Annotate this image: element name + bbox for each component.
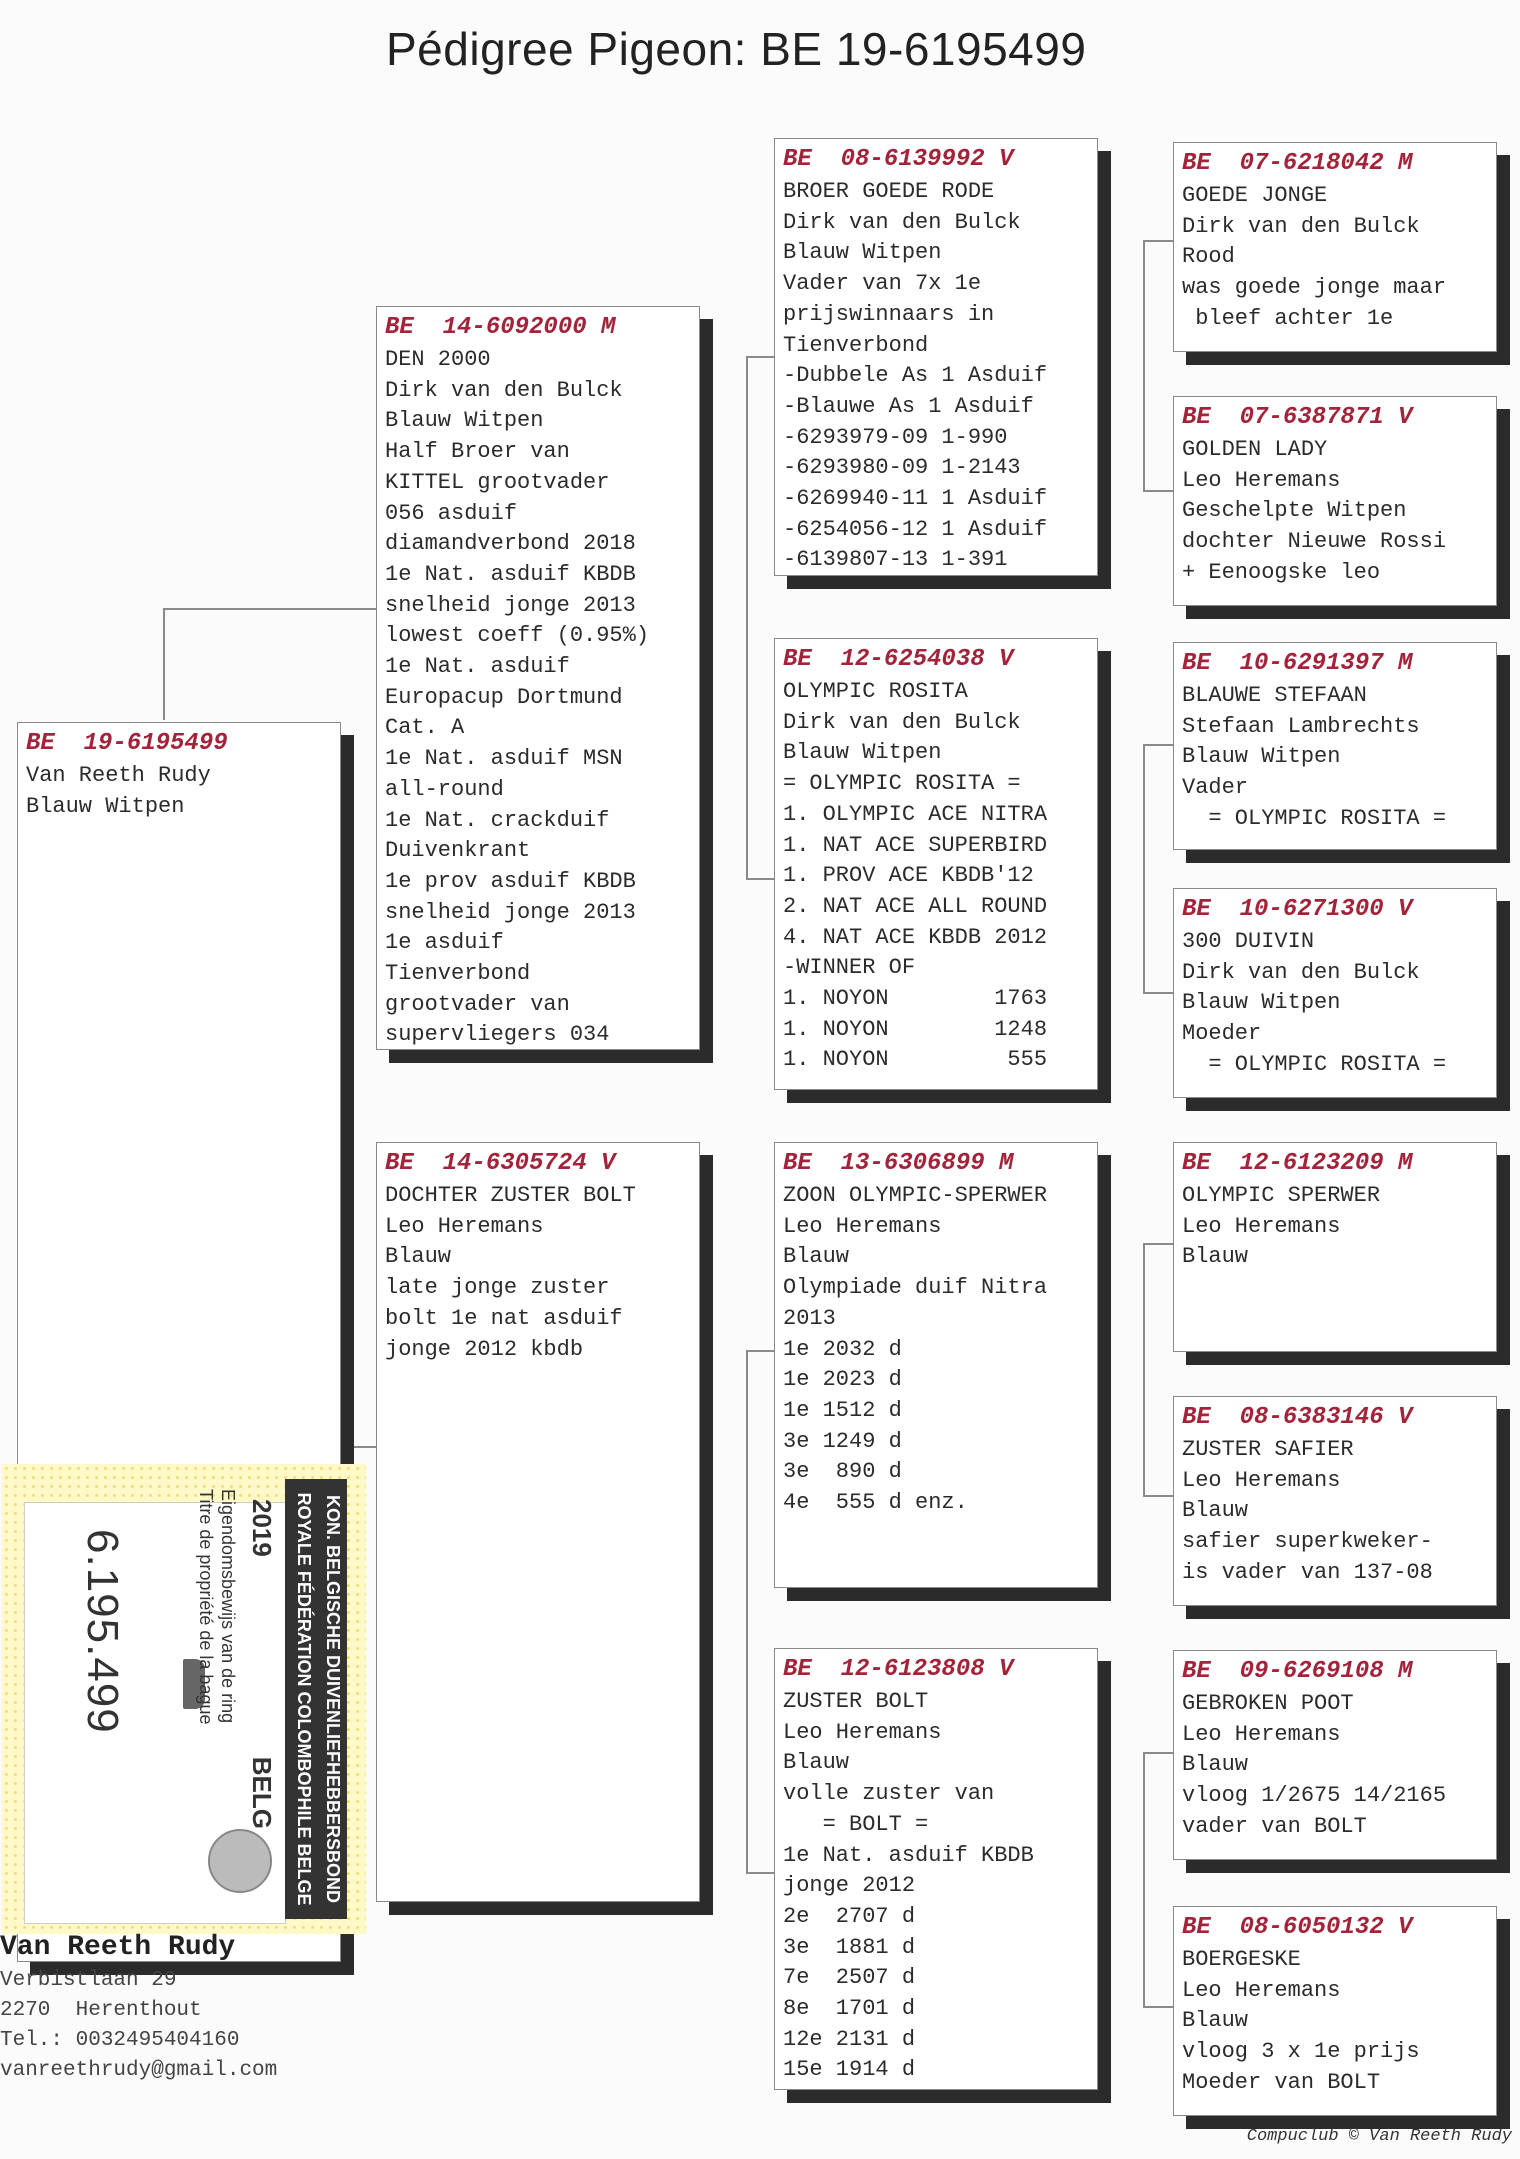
- card-line: 1e prov asduif KBDB: [385, 868, 636, 894]
- sdd-card: [1173, 888, 1497, 1098]
- ring-ownership-sticker: [2, 1464, 366, 1934]
- card-line: Vader van 7x 1e: [783, 271, 982, 297]
- card-line: 3e 890 d: [783, 1459, 902, 1485]
- card-line: Blauw Witpen: [783, 740, 942, 766]
- card-line: BLAUWE STEFAAN: [1182, 683, 1367, 708]
- connector-line: [746, 356, 774, 358]
- card-line: Dirk van den Bulck: [385, 377, 623, 403]
- card-line: safier superkweker-: [1182, 1529, 1433, 1555]
- card-line: grootvader van: [385, 991, 570, 1017]
- card-line: 12e 2131 d: [783, 2026, 916, 2052]
- card-line: Blauw: [783, 1244, 850, 1270]
- card-line: 3e 1249 d: [783, 1428, 902, 1454]
- card-line: 3e 1881 d: [783, 1934, 916, 1960]
- card-line: GOLDEN LADY: [1182, 437, 1328, 462]
- card-line: snelheid jonge 2013: [385, 592, 636, 618]
- ring-number: BE 08-6050132 V: [1182, 1914, 1413, 1941]
- card-line: = OLYMPIC ROSITA =: [783, 771, 1021, 797]
- card-line: 4. NAT ACE KBDB 2012: [783, 924, 1048, 950]
- card-line: = BOLT =: [783, 1811, 929, 1837]
- dam-dam-card: [774, 1648, 1098, 2090]
- owner-city: 2270 Herenthout: [0, 1999, 202, 2022]
- ring-number: BE 09-6269108 M: [1182, 1658, 1413, 1685]
- sticker-country: BELG: [247, 1756, 277, 1829]
- ring-number: BE 19-6195499: [26, 730, 228, 757]
- card-line: BOERGESKE: [1182, 1947, 1301, 1972]
- card-line: vloog 1/2675 14/2165: [1182, 1783, 1447, 1809]
- ring-number: BE 13-6306899 M: [783, 1150, 1014, 1177]
- card-line: Leo Heremans: [1182, 1467, 1341, 1493]
- connector-line: [1143, 744, 1145, 994]
- card-line: Cat. A: [385, 715, 465, 741]
- connector-line: [1143, 1495, 1173, 1497]
- card-line: OLYMPIC ROSITA: [783, 679, 968, 704]
- card-line: Blauw: [385, 1244, 452, 1270]
- card-line: ZUSTER BOLT: [783, 1689, 929, 1714]
- card-line: ZUSTER SAFIER: [1182, 1437, 1354, 1462]
- card-line: Blauw: [1182, 1498, 1249, 1524]
- card-line: 056 asduif: [385, 500, 518, 526]
- card-line: Blauw: [1182, 2008, 1249, 2034]
- sticker-year: 2019: [247, 1499, 277, 1557]
- card-line: Europacup Dortmund: [385, 684, 623, 710]
- card-line: bolt 1e nat asduif: [385, 1305, 623, 1331]
- card-line: jonge 2012: [783, 1873, 916, 1899]
- connector-line: [1143, 490, 1173, 492]
- card-line: Leo Heremans: [1182, 1721, 1341, 1747]
- dss-card: [1173, 1142, 1497, 1352]
- card-line: 1e 1512 d: [783, 1397, 902, 1423]
- ring-number: BE 14-6092000 M: [385, 314, 616, 341]
- card-line: 4e 555 d enz.: [783, 1490, 968, 1516]
- sire-card: [376, 306, 700, 1050]
- card-line: Blauw Witpen: [26, 793, 185, 819]
- card-line: bleef achter 1e: [1182, 305, 1394, 331]
- card-line: 1. PROV ACE KBDB'12: [783, 863, 1034, 889]
- connector-line: [746, 1872, 774, 1874]
- card-line: -6269940-11 1 Asduif: [783, 486, 1048, 512]
- card-line: 1e 2032 d: [783, 1336, 902, 1362]
- card-line: diamandverbond 2018: [385, 531, 636, 557]
- dsd-card: [1173, 1396, 1497, 1606]
- card-line: BROER GOEDE RODE: [783, 179, 995, 204]
- card-line: -Dubbele As 1 Asduif: [783, 363, 1048, 389]
- connector-line: [348, 1446, 376, 1448]
- owner-email[interactable]: vanreethrudy@gmail.com: [0, 2059, 278, 2082]
- card-line: all-round: [385, 776, 504, 802]
- connector-line: [746, 1350, 774, 1352]
- card-line: 1. NOYON 1763: [783, 986, 1048, 1012]
- ring-number: BE 08-6383146 V: [1182, 1404, 1413, 1431]
- card-line: -6254056-12 1 Asduif: [783, 516, 1048, 542]
- connector-line: [1143, 1752, 1173, 1754]
- ring-number: BE 07-6387871 V: [1182, 404, 1413, 431]
- card-line: Leo Heremans: [385, 1213, 544, 1239]
- card-line: 1e Nat. asduif KBDB: [385, 561, 636, 587]
- card-line: Olympiade duif Nitra: [783, 1275, 1048, 1301]
- card-line: Leo Heremans: [783, 1213, 942, 1239]
- connector-line: [348, 1446, 350, 1466]
- ring-number: BE 12-6254038 V: [783, 646, 1014, 673]
- card-line: 1e Nat. asduif MSN: [385, 746, 623, 772]
- card-line: Dirk van den Bulck: [1182, 213, 1420, 239]
- card-line: vloog 3 x 1e prijs: [1182, 2039, 1420, 2065]
- card-line: + Eenoogske leo: [1182, 559, 1381, 585]
- card-line: = OLYMPIC ROSITA =: [1182, 805, 1447, 831]
- card-line: is vader van 137-08: [1182, 1559, 1433, 1585]
- card-line: was goede jonge maar: [1182, 275, 1447, 301]
- card-line: -6139807-13 1-391: [783, 547, 1008, 573]
- sire-dam-card: [774, 638, 1098, 1090]
- card-line: Vader: [1182, 775, 1249, 801]
- card-line: 1e asduif: [385, 930, 504, 956]
- card-line: 1. NAT ACE SUPERBIRD: [783, 832, 1048, 858]
- connector-line: [1143, 1243, 1145, 1497]
- card-line: Blauw: [1182, 1244, 1249, 1270]
- card-line: 1e Nat. crackduif: [385, 807, 610, 833]
- card-line: Tienverbond: [385, 961, 531, 987]
- ssd-card: [1173, 396, 1497, 606]
- connector-line: [1143, 744, 1173, 746]
- ring-number: BE 10-6291397 M: [1182, 650, 1413, 677]
- page-title: Pédigree Pigeon: BE 19-6195499: [386, 23, 1087, 75]
- card-line: Tienverbond: [783, 332, 929, 358]
- card-line: dochter Nieuwe Rossi: [1182, 529, 1447, 555]
- card-line: Dirk van den Bulck: [1182, 959, 1420, 985]
- card-line: 7e 2507 d: [783, 1965, 916, 1991]
- card-line: GEBROKEN POOT: [1182, 1691, 1354, 1716]
- card-line: Rood: [1182, 244, 1235, 270]
- card-line: -6293980-09 1-2143: [783, 455, 1021, 481]
- card-line: Dirk van den Bulck: [783, 209, 1021, 235]
- card-line: 1e Nat. asduif: [385, 654, 570, 680]
- card-line: Leo Heremans: [1182, 1213, 1341, 1239]
- card-line: lowest coeff (0.95%): [385, 623, 650, 649]
- sds-card: [1173, 642, 1497, 850]
- card-line: -Blauwe As 1 Asduif: [783, 393, 1034, 419]
- connector-line: [746, 356, 748, 880]
- card-line: 2013: [783, 1305, 836, 1331]
- card-line: Stefaan Lambrechts: [1182, 713, 1420, 739]
- connector-line: [1143, 240, 1173, 242]
- owner-phone: Tel.: 0032495404160: [0, 2029, 240, 2052]
- federation-name-fr: ROYALE FÉDÉRATION COLOMBOPHILE BELGE: [294, 1492, 314, 1906]
- card-line: DEN 2000: [385, 347, 491, 372]
- sticker-subtitle-nl: Eigendomsbewijs van de ring: [218, 1489, 238, 1724]
- connector-line: [746, 878, 774, 880]
- card-line: 1. NOYON 1248: [783, 1016, 1048, 1042]
- connector-line: [1143, 992, 1173, 994]
- owner-address: [0, 1930, 277, 2086]
- card-line: 1. NOYON 555: [783, 1047, 1048, 1073]
- ring-number: BE 12-6123808 V: [783, 1656, 1014, 1683]
- owner-name: Van Reeth Rudy: [0, 1932, 236, 1963]
- card-line: 2e 2707 d: [783, 1903, 916, 1929]
- owner-street: Verbistlaan 29: [0, 1969, 177, 1992]
- card-line: vader van BOLT: [1182, 1813, 1367, 1839]
- ddd-card: [1173, 1906, 1497, 2116]
- card-line: Blauw Witpen: [1182, 990, 1341, 1016]
- footer-credit: Compuclub © Van Reeth Rudy: [1246, 2127, 1512, 2146]
- sticker-subtitle-fr: Titre de propriété de la bague: [196, 1489, 216, 1725]
- card-line: Blauw: [783, 1750, 850, 1776]
- card-line: jonge 2012 kbdb: [385, 1336, 584, 1362]
- card-line: DOCHTER ZUSTER BOLT: [385, 1183, 636, 1208]
- card-line: 15e 1914 d: [783, 2057, 916, 2083]
- sss-card: [1173, 142, 1497, 352]
- card-line: volle zuster van: [783, 1781, 995, 1807]
- card-line: Half Broer van: [385, 439, 570, 465]
- card-line: KITTEL grootvader: [385, 469, 610, 495]
- sire-sire-card: [774, 138, 1098, 576]
- connector-line: [1143, 1243, 1173, 1245]
- card-line: Blauw Witpen: [783, 240, 942, 266]
- card-line: Leo Heremans: [1182, 1977, 1341, 2003]
- connector-line: [1143, 2006, 1173, 2008]
- connector-line: [1143, 240, 1145, 492]
- ring-number: BE 07-6218042 M: [1182, 150, 1413, 177]
- ring-number: BE 08-6139992 V: [783, 146, 1014, 173]
- ring-number: BE 10-6271300 V: [1182, 896, 1413, 923]
- card-line: Leo Heremans: [1182, 467, 1341, 493]
- card-line: Moeder: [1182, 1021, 1262, 1047]
- connector-line: [1143, 1752, 1145, 2008]
- connector-line: [746, 1350, 748, 1874]
- federation-name-nl: KON. BELGISCHE DUIVENLIEFHEBBERSBOND: [323, 1494, 343, 1904]
- ring-number: BE 12-6123209 M: [1182, 1150, 1413, 1177]
- sticker-rotated-content: [17, 1479, 347, 1919]
- card-line: -6293979-09 1-990: [783, 424, 1008, 450]
- dds-card: [1173, 1650, 1497, 1860]
- card-line: 1e Nat. asduif KBDB: [783, 1842, 1034, 1868]
- hologram-seal-icon: [208, 1829, 272, 1893]
- card-line: supervliegers 034: [385, 1022, 610, 1048]
- card-line: Van Reeth Rudy: [26, 763, 211, 788]
- card-line: 1e 2023 d: [783, 1367, 902, 1393]
- card-line: Moeder van BOLT: [1182, 2069, 1381, 2095]
- card-line: prijswinnaars in: [783, 301, 995, 327]
- ring-number: BE 14-6305724 V: [385, 1150, 616, 1177]
- card-line: Blauw Witpen: [385, 408, 544, 434]
- card-line: -WINNER OF: [783, 955, 916, 981]
- card-line: Geschelpte Witpen: [1182, 498, 1407, 524]
- dam-card: [376, 1142, 700, 1902]
- card-line: Blauw: [1182, 1752, 1249, 1778]
- card-line: 1. OLYMPIC ACE NITRA: [783, 801, 1048, 827]
- card-line: Duivenkrant: [385, 838, 531, 864]
- card-line: ZOON OLYMPIC-SPERWER: [783, 1183, 1048, 1208]
- connector-line: [163, 608, 376, 610]
- card-line: = OLYMPIC ROSITA =: [1182, 1051, 1447, 1077]
- federation-banner: [285, 1479, 347, 1919]
- card-line: GOEDE JONGE: [1182, 183, 1328, 208]
- card-line: Dirk van den Bulck: [783, 709, 1021, 735]
- ring-number-large: 6.195.499: [78, 1529, 127, 1734]
- connector-line: [163, 608, 165, 720]
- card-line: snelheid jonge 2013: [385, 899, 636, 925]
- dam-sire-card: [774, 1142, 1098, 1588]
- card-line: late jonge zuster: [385, 1275, 610, 1301]
- card-line: Blauw Witpen: [1182, 744, 1341, 770]
- card-line: OLYMPIC SPERWER: [1182, 1183, 1381, 1208]
- card-line: 300 DUIVIN: [1182, 929, 1315, 954]
- card-line: Leo Heremans: [783, 1719, 942, 1745]
- card-line: 8e 1701 d: [783, 1996, 916, 2022]
- card-line: 2. NAT ACE ALL ROUND: [783, 893, 1048, 919]
